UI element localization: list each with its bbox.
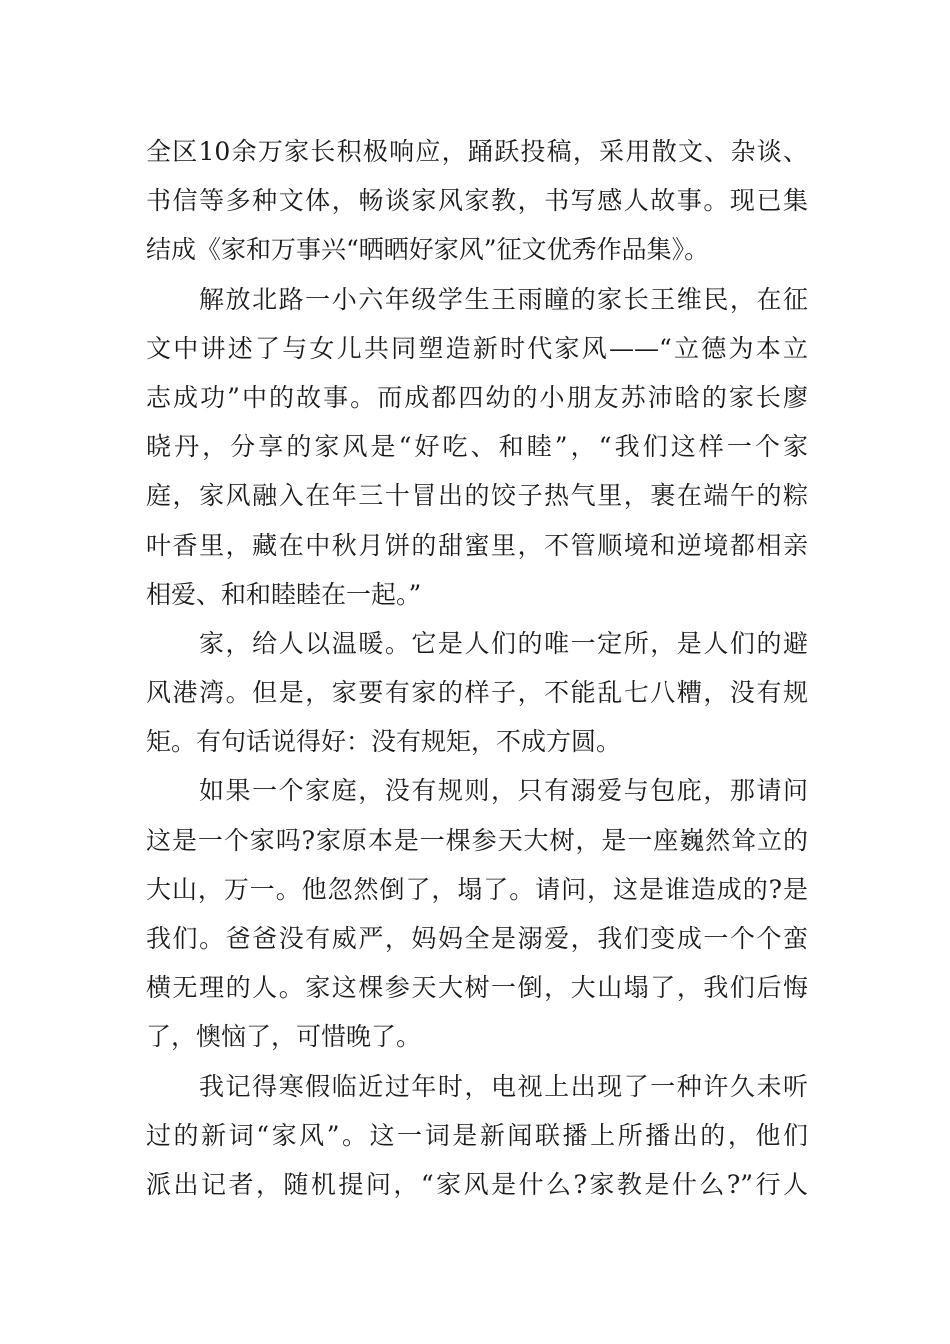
text-line: 文中讲述了与女儿共同塑造新时代家风——“立德为本立: [146, 333, 808, 363]
text-line: 这是一个家吗?家原本是一棵参天大树，是一座巍然耸立的: [146, 825, 808, 855]
text-line: 矩。有句话说得好：没有规矩，不成方圆。: [146, 727, 622, 757]
text-line: 解放北路一小六年级学生王雨瞳的家长王维民，在征: [199, 284, 808, 314]
text-line: 书信等多种文体，畅谈家风家教，书写感人故事。现已集: [146, 186, 808, 216]
document-body: [146, 127, 808, 1209]
text-line: 叶香里，藏在中秋月饼的甜蜜里，不管顺境和逆境都相亲: [146, 530, 808, 560]
text-line: 我们。爸爸没有威严，妈妈全是溺爱，我们变成一个个蛮: [146, 924, 808, 953]
text-line: 结成《家和万事兴“晒晒好家风”征文优秀作品集》。: [146, 235, 710, 265]
text-line: 横无理的人。家这棵参天大树一倒，大山塌了，我们后悔: [146, 973, 808, 1003]
text-line: 家，给人以温暖。它是人们的唯一定所，是人们的避: [199, 628, 808, 658]
text-line: 如果一个家庭，没有规则，只有溺爱与包庇，那请问: [199, 776, 808, 806]
text-line: 全区10余万家长积极响应，踊跃投稿，采用散文、杂谈、: [146, 137, 808, 166]
text-line: 我记得寒假临近过年时，电视上出现了一种许久未听: [199, 1071, 808, 1101]
text-line: 志成功”中的故事。而成都四幼的小朋友苏沛晗的家长廖: [146, 382, 808, 412]
text-line: 大山，万一。他忽然倒了，塌了。请问，这是谁造成的?是: [146, 874, 808, 904]
text-line: 派出记者，随机提问，“家风是什么?家教是什么?”行人: [146, 1169, 808, 1199]
text-line: 风港湾。但是，家要有家的样子，不能乱七八糟，没有规: [146, 678, 808, 708]
text-line: 了，懊恼了，可惜晚了。: [146, 1022, 422, 1052]
text-line: 相爱、和和睦睦在一起。”: [146, 579, 422, 609]
text-line: 庭，家风融入在年三十冒出的饺子热气里，裹在端午的粽: [146, 481, 808, 511]
text-line: 晓丹，分享的家风是“好吃、和睦”，“我们这样一个家: [146, 432, 808, 462]
text-line: 过的新词“家风”。这一词是新闻联播上所播出的，他们: [146, 1120, 808, 1150]
